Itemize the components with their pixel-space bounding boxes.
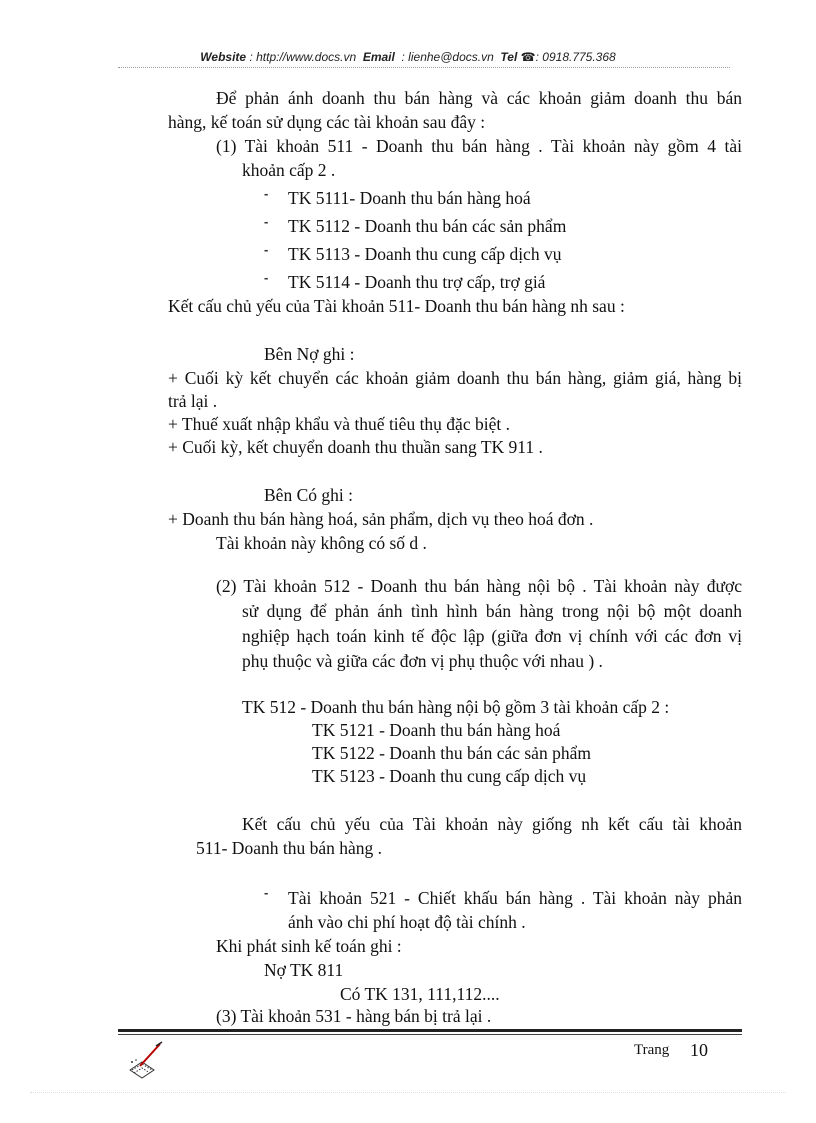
ben-no-1b: trả lại .	[168, 391, 218, 411]
ben-no-3: + Cuối kỳ, kết chuyển doanh thu thuần sang TK 911 .	[168, 437, 543, 457]
tel-label: Tel	[500, 50, 518, 64]
website-value: : http://www.docs.vn	[249, 50, 357, 64]
ben-no-title: Bên Nợ ghi :	[264, 344, 355, 364]
khi-phat-sinh: Khi phát sinh kế toán ghi :	[216, 936, 402, 956]
ketcau-2-line-2: 511- Doanh thu bán hàng .	[196, 838, 382, 858]
sub1-item-1: TK 5111- Doanh thu bán hàng hoá	[288, 188, 531, 208]
email-label: Email	[362, 50, 395, 64]
tk521-line-2: ánh vào chi phí hoạt độ tài chính .	[288, 912, 526, 932]
ketcau-511: Kết cấu chủ yếu của Tài khoản 511- Doanh thu bán hàng nh sau :	[168, 296, 625, 316]
item2-line-4: phụ thuộc và giữa các đơn vị phụ thuộc với nhau ) .	[242, 651, 603, 671]
bullet-dash: -	[264, 186, 269, 201]
item1-line-1: (1) Tài khoản 511 - Doanh thu bán hàng . Tài khoản này gồm 4 tài	[216, 136, 742, 156]
page-label: Trang	[634, 1042, 670, 1058]
sub2-item-1: TK 5121 - Doanh thu bán hàng hoá	[312, 720, 561, 740]
item3-line: (3) Tài khoản 531 - hàng bán bị trả lại .	[216, 1006, 492, 1026]
tk512-intro: TK 512 - Doanh thu bán hàng nội bộ gồm 3 tài khoản cấp 2 :	[242, 697, 670, 717]
footer-rule-thin	[118, 1034, 742, 1035]
ben-co-1: + Doanh thu bán hàng hoá, sản phẩm, dịch vụ theo hoá đơn .	[168, 509, 594, 529]
intro-line-2: hàng, kế toán sử dụng các tài khoản sau đây :	[168, 112, 486, 132]
ben-no-2: + Thuế xuất nhập khẩu và thuế tiêu thụ đặc biệt .	[168, 414, 510, 434]
sub1-item-4: TK 5114 - Doanh thu trợ cấp, trợ giá	[288, 272, 546, 292]
bullet-dash: -	[264, 885, 269, 900]
page-number: 10	[690, 1040, 708, 1060]
item2-line-1: (2) Tài khoản 512 - Doanh thu bán hàng nội bộ . Tài khoản này được	[216, 576, 742, 596]
website-label: Website	[200, 50, 247, 64]
sub1-item-2: TK 5112 - Doanh thu bán các sản phẩm	[288, 216, 567, 236]
co-tk-131: Có TK 131, 111,112....	[340, 984, 500, 1004]
sub2-item-2: TK 5122 - Doanh thu bán các sản phẩm	[312, 743, 591, 763]
ketcau-2-line-1: Kết cấu chủ yếu của Tài khoản này giống nh kết cấu tài khoản	[242, 814, 742, 834]
email-value: : lienhe@docs.vn	[401, 50, 494, 64]
item2-line-3: nghiệp hạch toán kinh tế độc lập (giữa đơn vị chính với các đơn vị	[242, 626, 742, 646]
ben-co-title: Bên Có ghi :	[264, 485, 353, 505]
pen-paper-logo-icon	[126, 1040, 166, 1080]
no-tk-811: Nợ TK 811	[264, 960, 344, 980]
intro-line-1: Để phản ánh doanh thu bán hàng và các khoản giảm doanh thu bán	[216, 88, 742, 108]
ben-no-1a: + Cuối kỳ kết chuyển các khoản giảm doanh thu bán hàng, giảm giá, hàng bị	[168, 368, 742, 388]
sub1-item-3: TK 5113 - Doanh thu cung cấp dịch vụ	[288, 244, 562, 264]
footer-rule-thick	[118, 1029, 742, 1032]
ben-co-2: Tài khoản này không có số d .	[216, 533, 427, 553]
tel-value: : 0918.775.368	[535, 50, 616, 64]
header-rule	[118, 67, 730, 68]
sub2-item-3: TK 5123 - Doanh thu cung cấp dịch vụ	[312, 766, 587, 786]
page-header	[0, 50, 816, 64]
bullet-dash: -	[264, 270, 269, 285]
bottom-dotted-rule	[30, 1092, 786, 1093]
item2-line-2: sử dụng để phản ánh tình hình bán hàng trong nội bộ một doanh	[242, 601, 742, 621]
phone-icon: ☎	[520, 50, 536, 64]
bullet-dash: -	[264, 242, 269, 257]
tk521-line-1: Tài khoản 521 - Chiết khấu bán hàng . Tài khoản này phản	[288, 888, 742, 908]
item1-line-2: khoản cấp 2 .	[242, 160, 336, 180]
bullet-dash: -	[264, 214, 269, 229]
